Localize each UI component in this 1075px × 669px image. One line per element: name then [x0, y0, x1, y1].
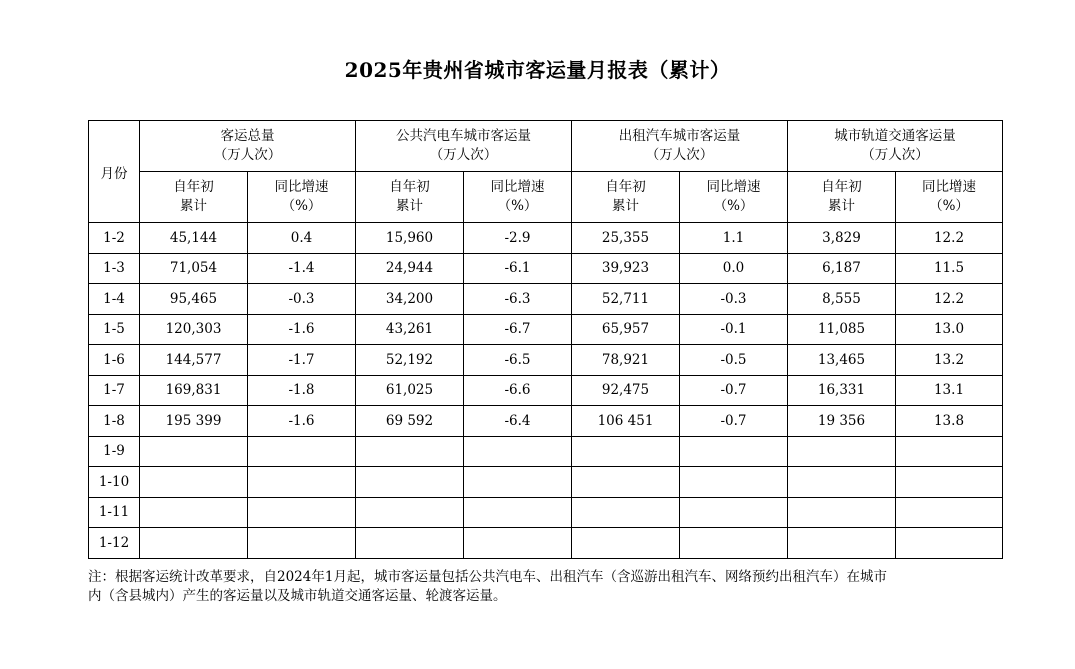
sub-header-line-1: 自年初: [173, 179, 214, 195]
group-header-taxi: [572, 121, 788, 172]
growth-rate-cell: 13.0: [896, 314, 1003, 345]
sub-header-growth: [680, 172, 788, 223]
cumulative-value-cell: 45,144: [140, 223, 248, 254]
growth-rate-cell: [680, 436, 788, 467]
growth-rate-cell: 11.5: [896, 253, 1003, 284]
table-row: [89, 528, 1003, 559]
cumulative-value-cell: 144,577: [140, 345, 248, 376]
cumulative-value-cell: [572, 436, 680, 467]
table-row: [89, 314, 1003, 345]
passenger-volume-table: [88, 120, 1003, 559]
cumulative-value-cell: 61,025: [356, 375, 464, 406]
growth-rate-cell: [248, 497, 356, 528]
sub-header-cumulative: [572, 172, 680, 223]
cumulative-value-cell: 6,187: [788, 253, 896, 284]
cumulative-value-cell: [788, 467, 896, 498]
growth-rate-cell: 1.1: [680, 223, 788, 254]
month-cell: 1-4: [89, 284, 140, 315]
group-header-unit: （万人次）: [861, 147, 929, 163]
sub-header-cumulative: [140, 172, 248, 223]
growth-rate-cell: 12.2: [896, 284, 1003, 315]
growth-rate-cell: [248, 528, 356, 559]
group-header-bus: [356, 121, 572, 172]
footnote-line-2: 内（含县城内）产生的客运量以及城市轨道交通客运量、轮渡客运量。: [88, 588, 507, 604]
growth-rate-cell: [896, 528, 1003, 559]
growth-rate-cell: -1.6: [248, 314, 356, 345]
sub-header-line-2: （%）: [497, 198, 538, 214]
growth-rate-cell: [464, 528, 572, 559]
growth-rate-cell: -1.8: [248, 375, 356, 406]
growth-rate-cell: -1.6: [248, 406, 356, 437]
table-row: [89, 436, 1003, 467]
cumulative-value-cell: 120,303: [140, 314, 248, 345]
growth-rate-cell: -0.1: [680, 314, 788, 345]
cumulative-value-cell: 92,475: [572, 375, 680, 406]
cumulative-value-cell: 8,555: [788, 284, 896, 315]
group-header-name: 出租汽车城市客运量: [618, 128, 741, 144]
sub-header-growth: [896, 172, 1003, 223]
cumulative-value-cell: 52,711: [572, 284, 680, 315]
cumulative-value-cell: 39,923: [572, 253, 680, 284]
table-row: [89, 345, 1003, 376]
group-header-name: 客运总量: [220, 128, 275, 144]
growth-rate-cell: [464, 436, 572, 467]
month-cell: 1-3: [89, 253, 140, 284]
cumulative-value-cell: [356, 528, 464, 559]
growth-rate-cell: 13.2: [896, 345, 1003, 376]
cumulative-value-cell: [356, 436, 464, 467]
cumulative-value-cell: [572, 497, 680, 528]
cumulative-value-cell: 34,200: [356, 284, 464, 315]
growth-rate-cell: -0.5: [680, 345, 788, 376]
growth-rate-cell: 13.1: [896, 375, 1003, 406]
group-header-unit: （万人次）: [645, 147, 714, 163]
cumulative-value-cell: [140, 436, 248, 467]
growth-rate-cell: -0.3: [680, 284, 788, 315]
cumulative-value-cell: [356, 467, 464, 498]
sub-header-line-2: 累计: [396, 198, 423, 214]
sub-header-line-2: 累计: [180, 198, 207, 214]
cumulative-value-cell: [788, 497, 896, 528]
footnote: [88, 568, 998, 606]
table-row: [89, 253, 1003, 284]
cumulative-value-cell: 69 592: [356, 406, 464, 437]
cumulative-value-cell: 52,192: [356, 345, 464, 376]
table-row: [89, 223, 1003, 254]
table-row: [89, 375, 1003, 406]
growth-rate-cell: -6.3: [464, 284, 572, 315]
cumulative-value-cell: 3,829: [788, 223, 896, 254]
cumulative-value-cell: 78,921: [572, 345, 680, 376]
sub-header-growth: [248, 172, 356, 223]
cumulative-value-cell: 106 451: [572, 406, 680, 437]
growth-rate-cell: -0.7: [680, 375, 788, 406]
cumulative-value-cell: 95,465: [140, 284, 248, 315]
cumulative-value-cell: 13,465: [788, 345, 896, 376]
growth-rate-cell: [896, 497, 1003, 528]
cumulative-value-cell: 43,261: [356, 314, 464, 345]
month-cell: 1-5: [89, 314, 140, 345]
group-header-total: [140, 121, 356, 172]
cumulative-value-cell: 11,085: [788, 314, 896, 345]
growth-rate-cell: -2.9: [464, 223, 572, 254]
group-header-unit: （万人次）: [213, 147, 282, 163]
cumulative-value-cell: [788, 436, 896, 467]
cumulative-value-cell: [572, 467, 680, 498]
growth-rate-cell: -6.1: [464, 253, 572, 284]
growth-rate-cell: -6.5: [464, 345, 572, 376]
cumulative-value-cell: [356, 497, 464, 528]
table-row: [89, 497, 1003, 528]
sub-header-line-1: 自年初: [605, 179, 646, 195]
cumulative-value-cell: 24,944: [356, 253, 464, 284]
growth-rate-cell: [464, 467, 572, 498]
table-row: [89, 284, 1003, 315]
sub-header-line-1: 同比增速: [922, 179, 976, 195]
table-row: [89, 406, 1003, 437]
sub-header-growth: [464, 172, 572, 223]
table-row: [89, 467, 1003, 498]
growth-rate-cell: [248, 436, 356, 467]
growth-rate-cell: 0.0: [680, 253, 788, 284]
month-cell: 1-7: [89, 375, 140, 406]
sub-header-line-1: 自年初: [821, 179, 862, 195]
cumulative-value-cell: [572, 528, 680, 559]
sub-header-line-1: 同比增速: [490, 179, 545, 195]
cumulative-value-cell: 25,355: [572, 223, 680, 254]
month-cell: 1-10: [89, 467, 140, 498]
sub-header-line-2: （%）: [713, 198, 754, 214]
report-title: 2025年贵州省城市客运量月报表（累计）: [344, 58, 731, 82]
cumulative-value-cell: 19 356: [788, 406, 896, 437]
sub-header-line-1: 同比增速: [274, 179, 329, 195]
sub-header-line-1: 自年初: [389, 179, 430, 195]
growth-rate-cell: -6.6: [464, 375, 572, 406]
cumulative-value-cell: 65,957: [572, 314, 680, 345]
sub-header-line-1: 同比增速: [706, 179, 761, 195]
growth-rate-cell: -0.3: [248, 284, 356, 315]
group-header-unit: （万人次）: [429, 147, 498, 163]
cumulative-value-cell: [140, 528, 248, 559]
growth-rate-cell: [896, 467, 1003, 498]
sub-header-cumulative: [788, 172, 896, 223]
sub-header-line-2: 累计: [612, 198, 639, 214]
cumulative-value-cell: 15,960: [356, 223, 464, 254]
growth-rate-cell: [896, 436, 1003, 467]
cumulative-value-cell: [788, 528, 896, 559]
growth-rate-cell: -0.7: [680, 406, 788, 437]
sub-header-line-2: 累计: [828, 198, 855, 214]
month-header: 月份: [89, 121, 140, 223]
table-body: [89, 223, 1003, 559]
growth-rate-cell: -6.4: [464, 406, 572, 437]
growth-rate-cell: -1.7: [248, 345, 356, 376]
month-cell: 1-8: [89, 406, 140, 437]
cumulative-value-cell: [140, 467, 248, 498]
growth-rate-cell: -1.4: [248, 253, 356, 284]
month-cell: 1-9: [89, 436, 140, 467]
group-header-name: 城市轨道交通客运量: [834, 128, 956, 144]
growth-rate-cell: [464, 497, 572, 528]
growth-rate-cell: [680, 528, 788, 559]
growth-rate-cell: 12.2: [896, 223, 1003, 254]
sub-header-cumulative: [356, 172, 464, 223]
group-header-name: 公共汽电车城市客运量: [396, 128, 531, 144]
growth-rate-cell: [680, 467, 788, 498]
group-header-rail: [788, 121, 1003, 172]
month-cell: 1-2: [89, 223, 140, 254]
footnote-line-1: 注：根据客运统计改革要求，自2024年1月起，城市客运量包括公共汽电车、出租汽车（含巡游出租汽车、网络预约出租汽车）在城市: [88, 569, 887, 585]
growth-rate-cell: 13.8: [896, 406, 1003, 437]
sub-header-line-2: （%）: [929, 198, 969, 214]
month-cell: 1-11: [89, 497, 140, 528]
cumulative-value-cell: 169,831: [140, 375, 248, 406]
cumulative-value-cell: 71,054: [140, 253, 248, 284]
month-cell: 1-6: [89, 345, 140, 376]
growth-rate-cell: -6.7: [464, 314, 572, 345]
growth-rate-cell: [248, 467, 356, 498]
sub-header-row: [89, 172, 1003, 223]
cumulative-value-cell: [140, 497, 248, 528]
growth-rate-cell: [680, 497, 788, 528]
sub-header-line-2: （%）: [281, 198, 322, 214]
cumulative-value-cell: 195 399: [140, 406, 248, 437]
month-cell: 1-12: [89, 528, 140, 559]
cumulative-value-cell: 16,331: [788, 375, 896, 406]
growth-rate-cell: 0.4: [248, 223, 356, 254]
